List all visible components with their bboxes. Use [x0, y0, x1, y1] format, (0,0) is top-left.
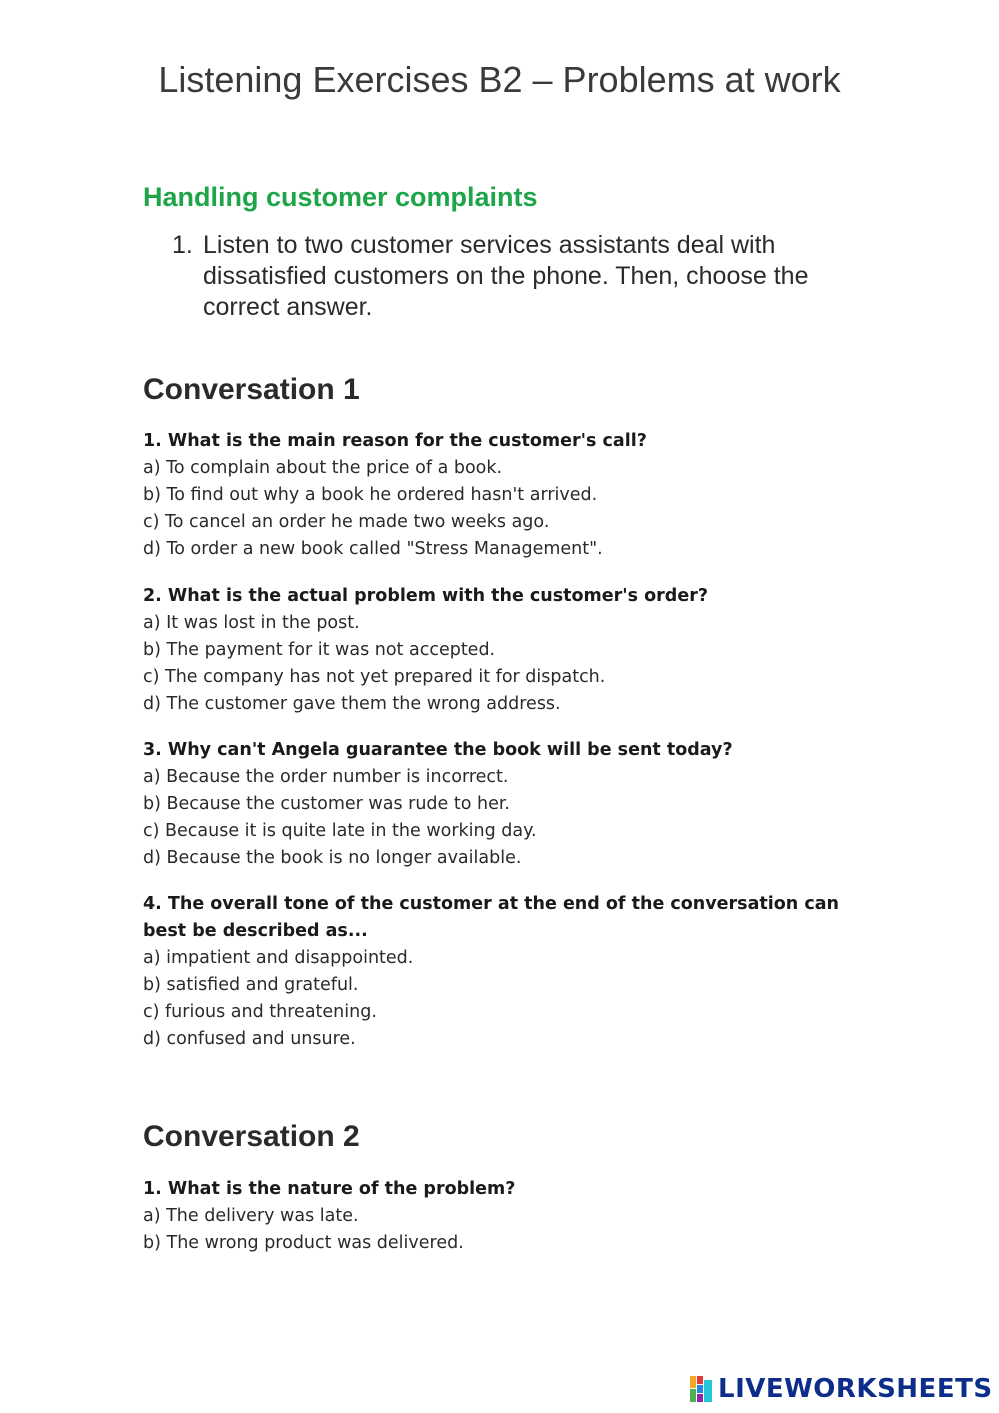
question-text: 2. What is the actual problem with the customer's order?: [143, 586, 708, 606]
question-block: [143, 737, 863, 872]
liveworksheets-logo[interactable]: [690, 1374, 993, 1404]
answer-option[interactable]: a) impatient and disappointed.: [143, 948, 414, 968]
question-block: [143, 891, 863, 1053]
liveworksheets-logo-icon: [690, 1376, 714, 1402]
answer-option[interactable]: a) It was lost in the post.: [143, 613, 360, 633]
instruction: [172, 230, 872, 323]
answer-option[interactable]: b) The payment for it was not accepted.: [143, 640, 496, 660]
answer-option[interactable]: d) confused and unsure.: [143, 1029, 356, 1049]
page-title: Listening Exercises B2 – Problems at work: [158, 59, 841, 100]
instruction-number: 1.: [172, 231, 193, 259]
answer-option[interactable]: b) To find out why a book he ordered hasn't arrived.: [143, 485, 598, 505]
question-text: 1. What is the nature of the problem?: [143, 1179, 516, 1199]
answer-option[interactable]: c) furious and threatening.: [143, 1002, 377, 1022]
section-subtitle: Handling customer complaints: [143, 182, 538, 212]
conversation-1-heading: Conversation 1: [143, 373, 360, 406]
answer-option[interactable]: c) Because it is quite late in the working day.: [143, 821, 537, 841]
answer-option[interactable]: b) Because the customer was rude to her.: [143, 794, 510, 814]
answer-option[interactable]: d) To order a new book called "Stress Management".: [143, 539, 603, 559]
answer-option[interactable]: c) The company has not yet prepared it for dispatch.: [143, 667, 606, 687]
answer-option[interactable]: b) The wrong product was delivered.: [143, 1233, 464, 1253]
answer-option[interactable]: a) The delivery was late.: [143, 1206, 359, 1226]
question-block: [143, 428, 863, 563]
question-block: [143, 583, 863, 718]
instruction-text: Listen to two customer services assistants deal with dissatisfied customers on the phone. Then, choose the correct answer.: [203, 231, 809, 321]
answer-option[interactable]: d) The customer gave them the wrong address.: [143, 694, 561, 714]
question-text: 4. The overall tone of the customer at the end of the conversation can best be described as...: [143, 894, 839, 941]
answer-option[interactable]: a) To complain about the price of a book.: [143, 458, 503, 478]
answer-option[interactable]: c) To cancel an order he made two weeks ago.: [143, 512, 550, 532]
answer-option[interactable]: d) Because the book is no longer available.: [143, 848, 522, 868]
logo-text: LIVEWORKSHEETS: [718, 1374, 993, 1404]
answer-option[interactable]: a) Because the order number is incorrect.: [143, 767, 509, 787]
question-block: [143, 1176, 863, 1257]
answer-option[interactable]: b) satisfied and grateful.: [143, 975, 359, 995]
conversation-2-heading: Conversation 2: [143, 1120, 360, 1153]
question-text: 3. Why can't Angela guarantee the book will be sent today?: [143, 740, 733, 760]
question-text: 1. What is the main reason for the customer's call?: [143, 431, 647, 451]
